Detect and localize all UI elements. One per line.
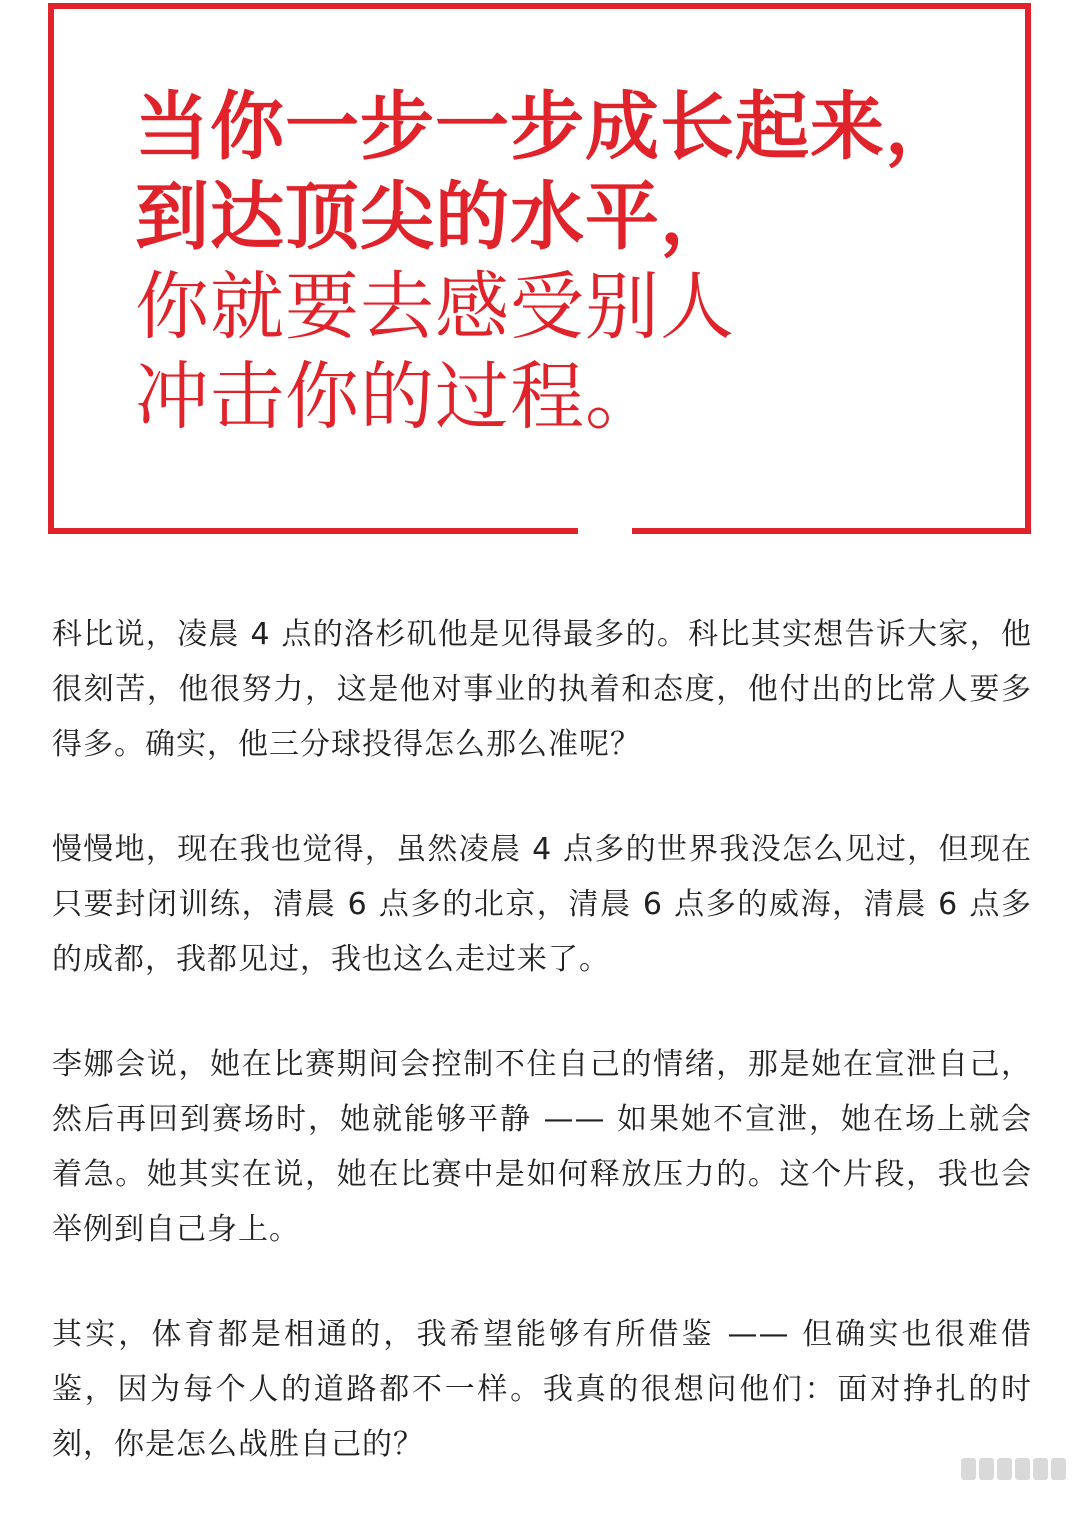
quote-line-2: 到达顶尖的水平， (135, 174, 735, 260)
paragraph-early-morning: 慢慢地，现在我也觉得，虽然凌晨 4 点多的世界我没怎么见过，但现在只要封闭训练，清晨 6 点多的北京，清晨 6 点多的威海，清晨 6 点多的成都，我都见过，我也这么走过来了。 (52, 832, 1032, 977)
watermark-glyph (997, 1458, 1012, 1480)
quote-frame-top-border (48, 3, 1031, 9)
paragraph-li-na: 李娜会说，她在比赛期间会控制不住自己的情绪，那是她在宣泄自己，然后再回到赛场时，她就能够平静 —— 如果她不宣泄，她在场上就会着急。她其实在说，她在比赛中是如何释放压力的。这个片段，我也会举例到自己身上。 (52, 1047, 1032, 1247)
paragraph-kobe: 科比说，凌晨 4 点的洛杉矶他是见得最多的。科比其实想告诉大家，他很刻苦，他很努力，这是他对事业的执着和态度，他付出的比常人要多得多。确实，他三分球投得怎么那么准呢？ (52, 617, 1032, 762)
paragraph-sports: 其实，体育都是相通的，我希望能够有所借鉴 —— 但确实也很难借鉴，因为每个人的道路都不一样。我真的很想问他们：面对挣扎的时刻，你是怎么战胜自己的？ (52, 1317, 1032, 1462)
quote-line-3: 你就要去感受别人 (135, 264, 735, 350)
quote-frame-bottom-left-border (48, 528, 578, 534)
pull-quote (135, 82, 995, 442)
quote-frame-left-border (48, 3, 54, 534)
watermark (961, 1458, 1066, 1480)
watermark-glyph (1051, 1458, 1066, 1480)
watermark-glyph (1015, 1458, 1030, 1480)
watermark-glyph (979, 1458, 994, 1480)
article-body (52, 607, 1032, 1522)
watermark-glyph (1033, 1458, 1048, 1480)
quote-frame-right-border (1025, 3, 1031, 534)
quote-frame-bottom-right-border (632, 528, 1031, 534)
watermark-glyph (961, 1458, 976, 1480)
quote-line-4: 冲击你的过程。 (135, 354, 660, 440)
quote-line-1: 当你一步一步成长起来， (135, 84, 960, 170)
